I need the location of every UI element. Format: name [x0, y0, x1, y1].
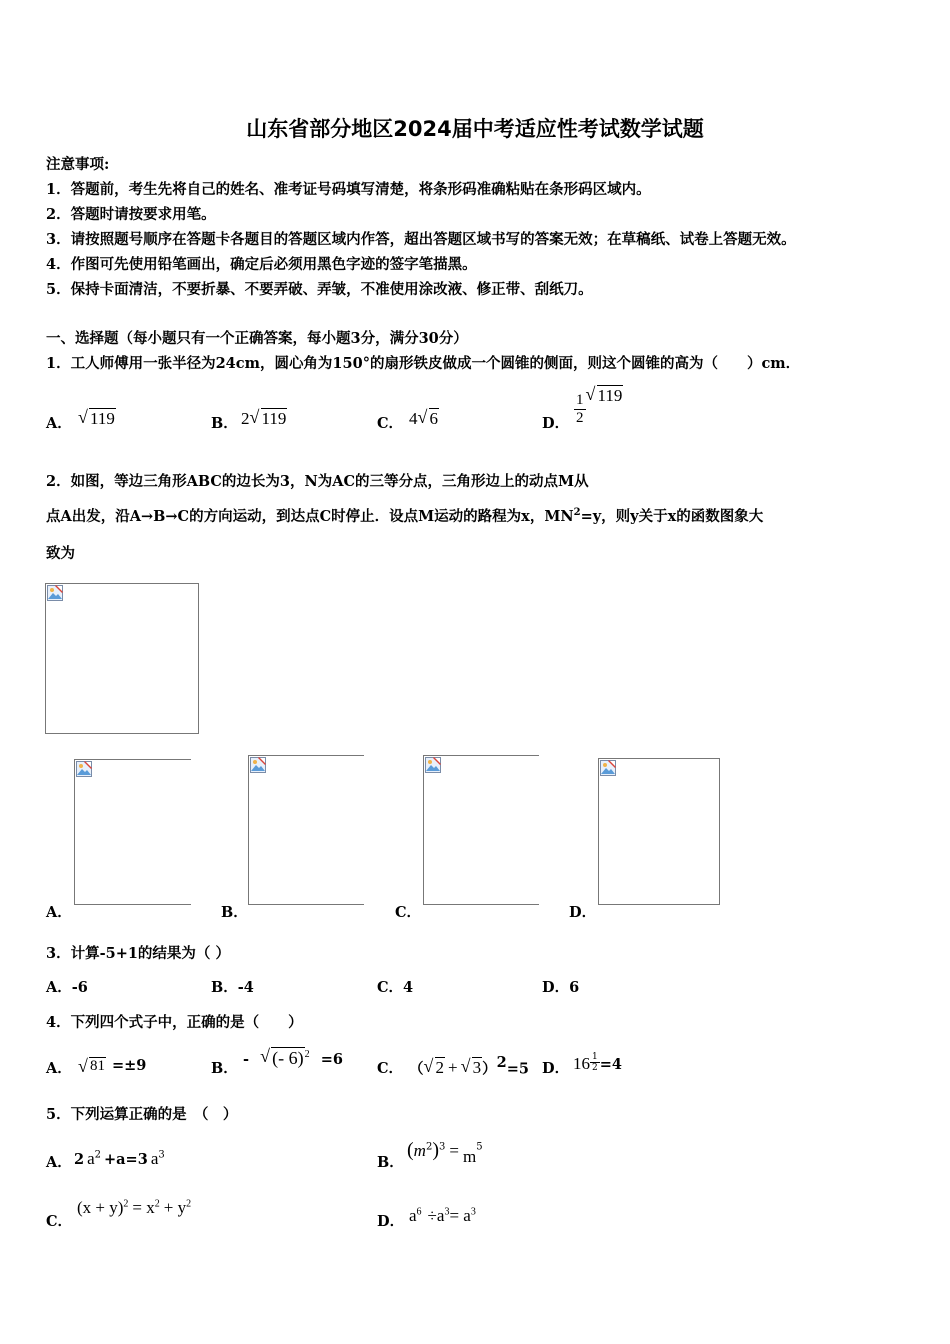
- q1-stem: 1．工人师傅用一张半径为24cm，圆心角为150°的扇形铁皮做成一个圆锥的侧面，则这个圆锥的高为（ ）cm．: [46, 355, 801, 372]
- broken-image-icon: [47, 585, 63, 601]
- q2-option-c-graph: [423, 755, 539, 905]
- broken-image-icon: [600, 760, 616, 776]
- q2-option-c-label: C．: [395, 904, 422, 921]
- q1-option-b-value: 2√ 119: [241, 409, 287, 429]
- q3-stem: 3．计算-5+1的结果为（ ）: [46, 945, 230, 962]
- q4-option-a-label: A．: [46, 1060, 72, 1077]
- q2-option-d-label: D．: [569, 904, 597, 921]
- q3-option-b: B．-4: [211, 979, 254, 996]
- q4-option-c-label: C．: [377, 1060, 404, 1077]
- q2-option-b-graph: [248, 755, 364, 905]
- q1-option-d-value: $\frac{1}{2}$ √ 119: [574, 386, 623, 427]
- q4-option-a-value: √ 81 =±9: [78, 1055, 146, 1075]
- q1-option-c-label: C．: [377, 415, 404, 432]
- broken-image-icon: [76, 761, 92, 777]
- q1-option-a-label: A．: [46, 415, 72, 432]
- notice-item: 5．保持卡面清洁，不要折暴、不要弄破、弄皱，不准使用涂改液、修正带、刮纸刀。: [46, 281, 593, 298]
- page-title: 山东省部分地区2024届中考适应性考试数学试题: [246, 117, 704, 141]
- notice-heading: 注意事项:: [46, 156, 110, 173]
- q4-option-c-value: （√ 2 +√ 3）$^2$=5: [409, 1054, 529, 1078]
- q5-option-d-value: $a^6 \div a^3= a^3$: [409, 1206, 476, 1225]
- q5-option-a-label: A．: [46, 1154, 72, 1171]
- q2-option-d-graph: [598, 758, 720, 905]
- q4-option-b-label: B．: [211, 1060, 238, 1077]
- q5-option-a-value: 2 $a^2 +a=3$ $a^3$: [74, 1149, 165, 1168]
- q3-option-c: C．4: [377, 979, 414, 996]
- notice-item: 4．作图可先使用铅笔画出，确定后必须用黑色字迹的签字笔描黑。: [46, 256, 477, 273]
- notice-item: 3．请按照题号顺序在答题卡各题目的答题区域内作答，超出答题区域书写的答案无效；在草稿纸、试卷上答题无效。: [46, 231, 796, 248]
- q2-option-b-label: B．: [221, 904, 248, 921]
- q5-option-b-label: B．: [377, 1154, 404, 1171]
- q4-option-d-value: 16 $\frac{1}{2}$ =4: [573, 1052, 622, 1073]
- q1-option-c-value: 4√ 6: [409, 409, 439, 429]
- q1-option-d-label: D．: [542, 415, 570, 432]
- q5-option-c-value: $(x + y)^2 = x^2 + y^2$: [77, 1198, 192, 1217]
- broken-image-icon: [250, 757, 266, 773]
- q5-option-d-label: D．: [377, 1213, 405, 1230]
- q5-option-c-label: C．: [46, 1213, 73, 1230]
- q5-option-b-value: $(m^2)^3 = m^5$: [407, 1139, 483, 1166]
- q3-option-a: A．-6: [46, 979, 88, 996]
- notice-item: 1．答题前，考生先将自己的姓名、准考证号码填写清楚，将条形码准确粘贴在条形码区域内。: [46, 181, 651, 198]
- notice-item: 2．答题时请按要求用笔。: [46, 206, 216, 223]
- q2-stem-line3: 致为: [46, 545, 75, 562]
- q3-option-d: D．6: [542, 979, 580, 996]
- q4-stem: 4．下列四个式子中，正确的是（ ）: [46, 1014, 303, 1031]
- q2-triangle-figure: [45, 583, 199, 734]
- q5-stem: 5．下列运算正确的是 （ ）: [46, 1106, 238, 1123]
- q2-option-a-graph: [74, 759, 191, 905]
- q2-stem-line2: 点A出发，沿A→B→C的方向运动，到达点C时停止．设点M运动的路程为x，$MN^2=y$，则y关于x的函数图象大: [46, 507, 764, 525]
- q4-option-d-label: D．: [542, 1060, 570, 1077]
- q1-option-a-value: √ 119: [78, 409, 116, 429]
- q1-option-b-label: B．: [211, 415, 238, 432]
- q2-option-a-label: A．: [46, 904, 72, 921]
- broken-image-icon: [425, 757, 441, 773]
- q4-option-b-value: - √ (- 6)$^2$ =6: [243, 1048, 343, 1069]
- q2-stem-line1: 2．如图，等边三角形ABC的边长为3，N为AC的三等分点，三角形边上的动点M从: [46, 473, 589, 490]
- section-heading: 一、选择题（每小题只有一个正确答案，每小题3分，满分30分）: [46, 330, 468, 347]
